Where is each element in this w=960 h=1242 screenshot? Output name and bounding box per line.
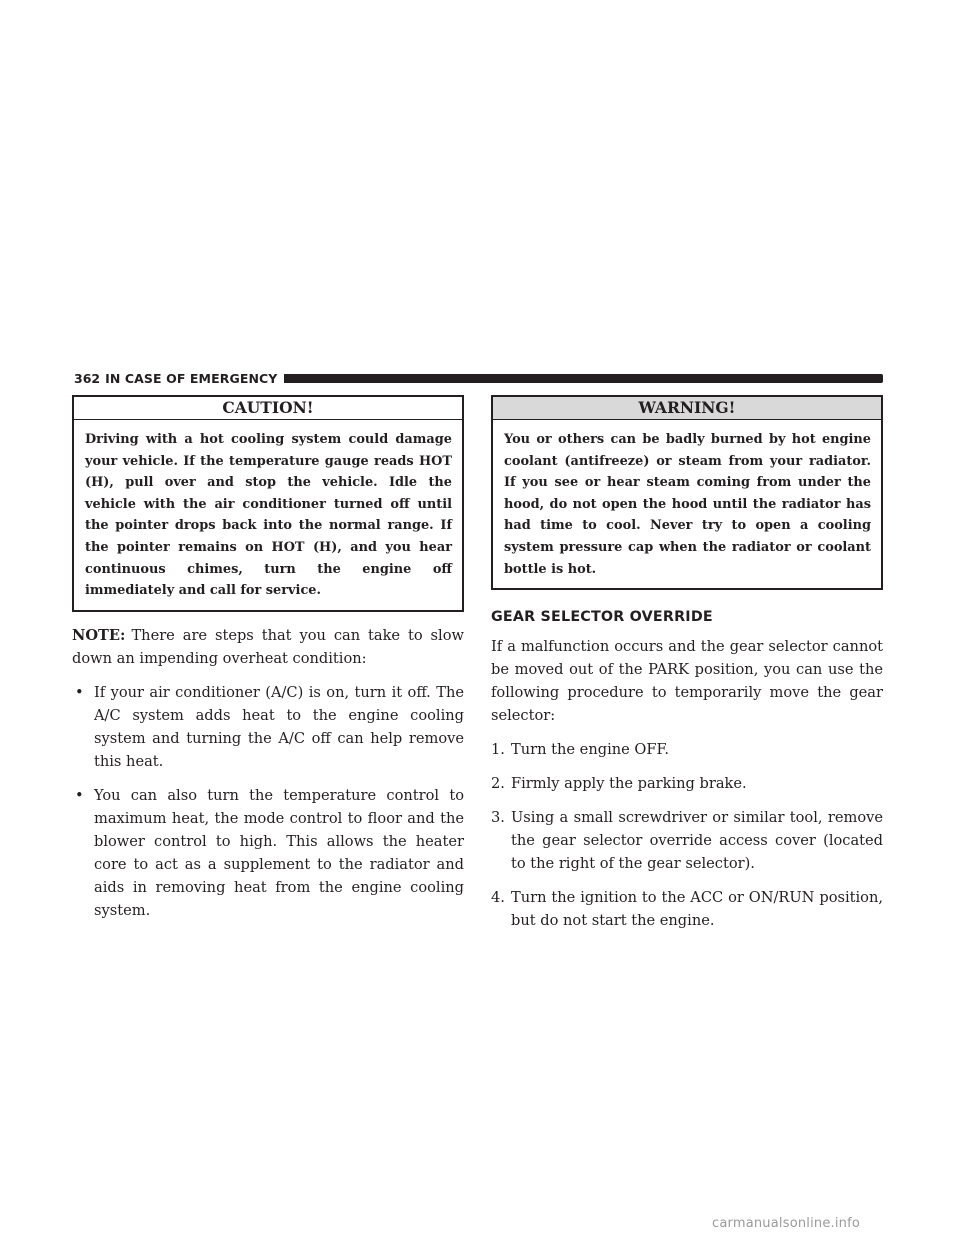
warning-text: You or others can be badly burned by hot engine coolant (antifreeze) or steam from your radiator. If you see or hear steam coming from under the hood, do not open the hood until the radiator has had time to cool. Never try to open a cooling system pressure cap when the radiator or coolant bottle is hot. [504, 432, 871, 577]
list-item [491, 738, 883, 761]
right-column [491, 395, 883, 932]
list-item [491, 806, 883, 875]
step-number: 4. [491, 889, 505, 907]
step-text: Firmly apply the parking brake. [511, 775, 747, 793]
warning-title: WARNING! [493, 397, 881, 420]
header-rule [284, 374, 883, 383]
list-item [72, 784, 464, 922]
step-text: Turn the engine OFF. [511, 741, 669, 759]
step-number: 2. [491, 775, 505, 793]
warning-box [491, 395, 883, 590]
caution-box [72, 395, 464, 612]
left-column [72, 395, 464, 922]
step-number: 3. [491, 809, 505, 827]
step-number: 1. [491, 741, 505, 759]
note-text: There are steps that you can take to slow down an impending overheat condition: [72, 626, 464, 667]
page-number: 362 [74, 370, 101, 386]
bullet-icon: • [75, 786, 84, 804]
note-label: NOTE: [72, 626, 126, 644]
list-item [491, 772, 883, 795]
section-heading: GEAR SELECTOR OVERRIDE [491, 609, 713, 626]
bullet-text: You can also turn the temperature control to maximum heat, the mode control to floor and the blower control to high. This allows the heater core to act as a supplement to the radiator and aids in removing heat from the engine cooling system. [94, 786, 464, 919]
list-item [72, 681, 464, 773]
watermark: carmanualsonline.info [712, 1216, 861, 1231]
bullet-text: If your air conditioner (A/C) is on, turn it off. The A/C system adds heat to the engine cooling system and turning the A/C off can help remove this heat. [94, 683, 464, 770]
note-paragraph [72, 624, 464, 670]
caution-text: Driving with a hot cooling system could damage your vehicle. If the temperature gauge reads HOT (H), pull over and stop the vehicle. Idle the vehicle with the air conditioner turned off until the pointer drops back into the normal range. If the pointer remains on HOT (H), and you hear continuous chimes, turn the engine off immediately and call for service. [85, 432, 452, 599]
intro-paragraph: If a malfunction occurs and the gear selector cannot be moved out of the PARK position, you can use the following procedure to temporarily move the gear selector: [491, 638, 883, 725]
section-title: IN CASE OF EMERGENCY [105, 370, 278, 386]
bullet-icon: • [75, 683, 84, 701]
list-item [491, 886, 883, 932]
step-text: Using a small screwdriver or similar tool, remove the gear selector override access cover (located to the right of the gear selector). [511, 809, 883, 873]
caution-title: CAUTION! [74, 397, 462, 420]
page-header [74, 370, 883, 386]
step-text: Turn the ignition to the ACC or ON/RUN position, but do not start the engine. [511, 889, 883, 930]
